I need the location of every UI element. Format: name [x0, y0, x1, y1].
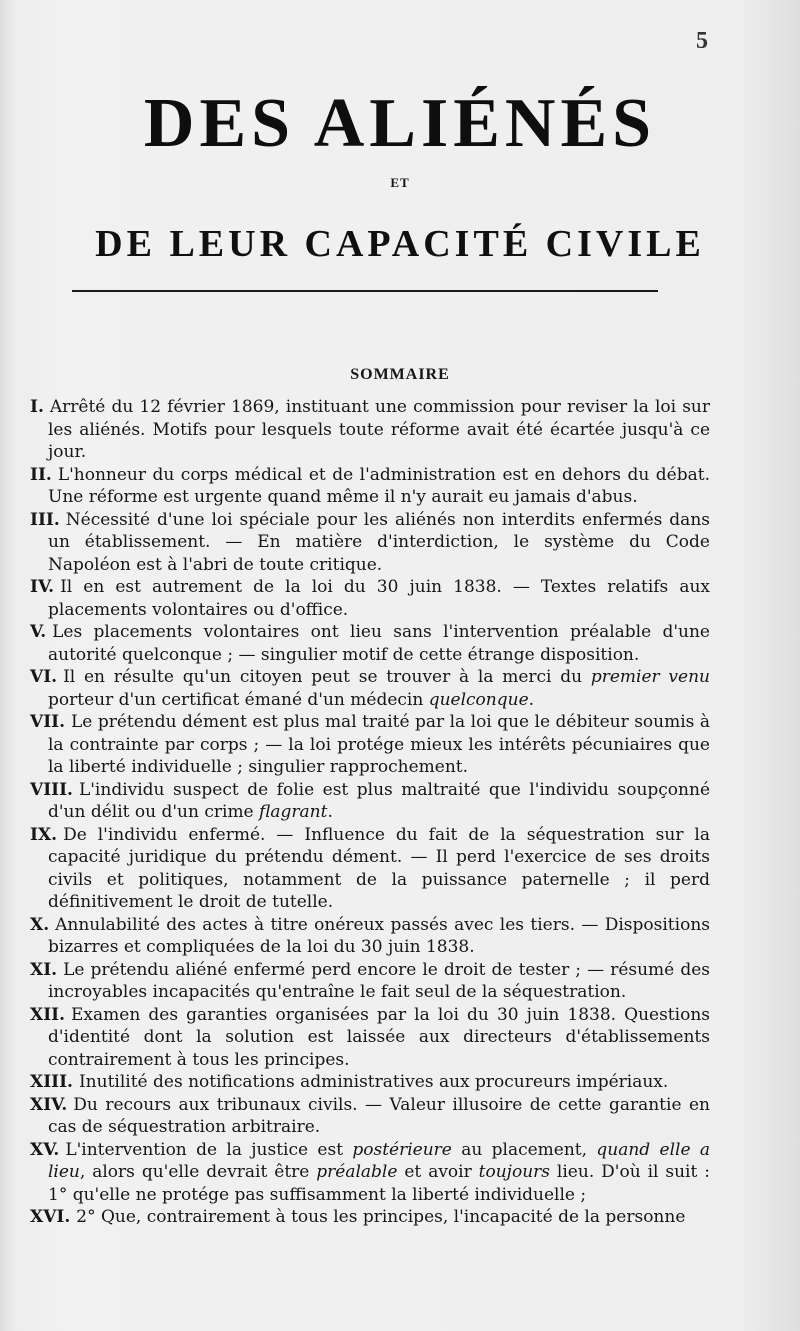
page-number: 5	[696, 28, 708, 54]
list-item: IV. Il en est autrement de la loi du 30 juin 1838. — Textes relatifs aux placements volontaires ou d'office.	[30, 577, 710, 620]
list-item: XIV. Du recours aux tribunaux civils. — Valeur illusoire de cette garantie en cas de séquestration arbitraire.	[30, 1094, 710, 1137]
list-item: V. Les placements volontaires ont lieu sans l'intervention préalable d'une autorité quelconque ; — singulier motif de cette étrange disposition.	[30, 622, 710, 665]
list-item: XIII. Inutilité des notifications administratives aux procureurs impériaux.	[30, 1072, 669, 1092]
title-rule	[72, 290, 658, 292]
section-heading: SOMMAIRE	[350, 366, 450, 383]
list-item: XI. Le prétendu aliéné enfermé perd encore le droit de tester ; — résumé des incroyables incapacités qu'entraîne le fait seul de la séquestration.	[30, 959, 710, 1002]
title-conjunction: ET	[390, 175, 410, 190]
list-item: VI. Il en résulte qu'un citoyen peut se trouver à la merci du premier venu porteur d'un certificat émané d'un médecin quelconque.	[30, 667, 710, 710]
list-item: II. L'honneur du corps médical et de l'administration est en dehors du débat. Une réforme est urgente quand même il n'y aurait eu jamais d'abus.	[30, 464, 710, 507]
subtitle: DE LEUR CAPACITÉ CIVILE	[95, 223, 705, 265]
list-item: IX. De l'individu enfermé. — Influence du fait de la séquestration sur la capacité juridique du prétendu dément. — Il perd l'exercice de ses droits civils et politiques, notamment de la puissance paternelle ; il perd définitivement le droit de tutelle.	[30, 824, 710, 912]
list-item: VIII. L'individu suspect de folie est plus maltraité que l'individu soupçonné d'un délit ou d'un crime flagrant.	[30, 779, 710, 822]
list-item: III. Nécessité d'une loi spéciale pour les aliénés non interdits enfermés dans un établissement. — En matière d'interdiction, le système du Code Napoléon est à l'abri de toute critique.	[30, 509, 710, 575]
summary-list	[30, 396, 710, 1229]
list-item: XII. Examen des garanties organisées par la loi du 30 juin 1838. Questions d'identité dont la solution est laissée aux directeurs d'établissements contrairement à tous les principes.	[30, 1004, 710, 1070]
list-item: X. Annulabilité des actes à titre onéreux passés avec les tiers. — Dispositions bizarres et compliquées de la loi du 30 juin 1838.	[30, 914, 710, 957]
list-item: XVI. 2° Que, contrairement à tous les principes, l'incapacité de la personne	[30, 1207, 686, 1227]
list-item: I. Arrêté du 12 février 1869, instituant une commission pour reviser la loi sur les aliénés. Motifs pour lesquels toute réforme avait été écartée jusqu'à ce jour.	[30, 397, 710, 462]
main-title: DES ALIÉNÉS	[143, 85, 657, 162]
list-item: XV. L'intervention de la justice est postérieure au placement, quand elle a lieu, alors qu'elle devrait être préalable et avoir toujours lieu. D'où il suit : 1° qu'elle ne protége pas suffisamment la liberté individuelle ;	[30, 1139, 710, 1205]
list-item: VII. Le prétendu dément est plus mal traité par la loi que le débiteur soumis à la contrainte par corps ; — la loi protége mieux les intérêts pécuniaires que la liberté individuelle ; singulier rapprochement.	[30, 712, 710, 777]
